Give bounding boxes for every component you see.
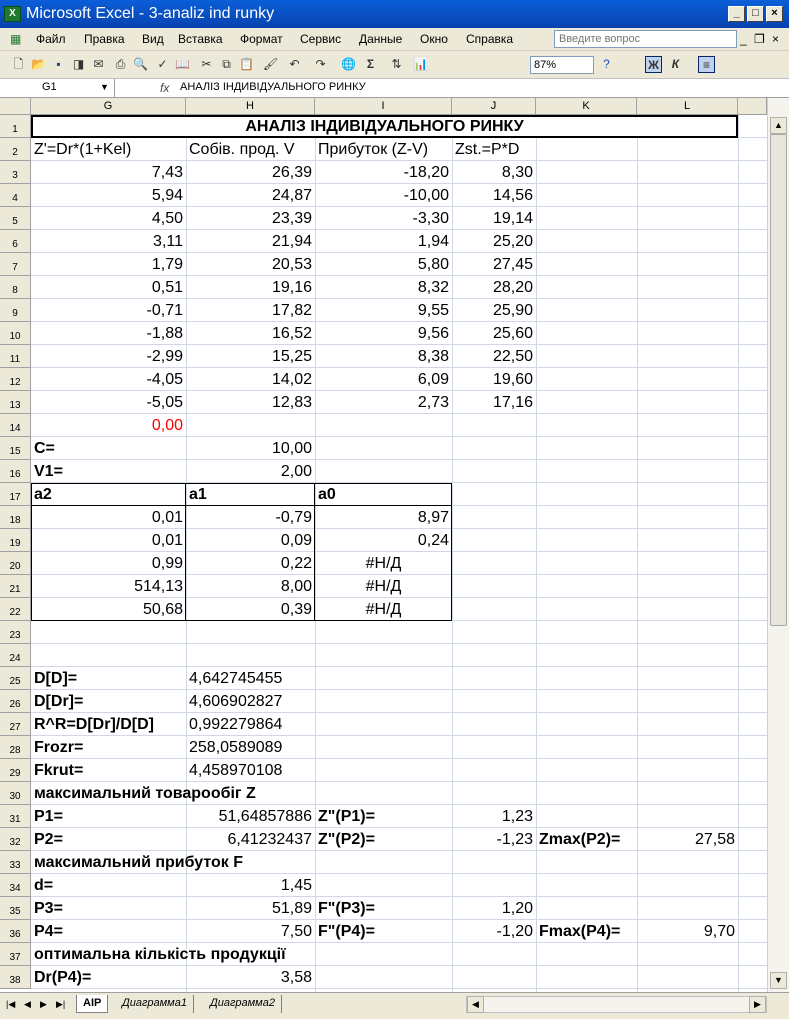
column-header-k[interactable]: K	[536, 98, 637, 115]
cell-i13[interactable]: 2,73	[417, 394, 449, 411]
cell-g18[interactable]: 0,01	[151, 509, 183, 526]
autosum-icon[interactable]: Σ	[366, 57, 375, 71]
row-header[interactable]: 2	[0, 138, 31, 161]
cell-h6[interactable]: 21,94	[271, 233, 312, 250]
row-header[interactable]: 3	[0, 161, 31, 184]
cell-h10[interactable]: 16,52	[271, 325, 312, 342]
cell-g2[interactable]: Z'=Dr*(1+Kel)	[34, 141, 132, 158]
cell-h17[interactable]: a1	[189, 486, 207, 503]
cell-g30[interactable]: максимальний товарообіг Z	[34, 785, 256, 802]
redo-icon[interactable]: ↷	[315, 57, 326, 71]
column-header-g[interactable]: G	[31, 98, 186, 115]
cell-g8[interactable]: 0,51	[151, 279, 183, 296]
new-icon[interactable]: 🗋	[13, 57, 24, 71]
close-button[interactable]: ×	[766, 6, 783, 22]
table-border-left	[31, 483, 32, 621]
cell-i7[interactable]: 5,80	[417, 256, 449, 273]
cell-i35[interactable]: F"(P3)=	[318, 900, 375, 917]
row-header[interactable]: 27	[0, 713, 31, 736]
menu-edit[interactable]: Правка	[84, 32, 125, 46]
row-header[interactable]: 1	[0, 115, 31, 138]
cell-i20[interactable]: #Н/Д	[365, 555, 402, 572]
cell-h18[interactable]: -0,79	[275, 509, 312, 526]
cell-i5[interactable]: -3,30	[412, 210, 449, 227]
cell-h26[interactable]: 4,606902827	[189, 693, 283, 710]
cell-h16[interactable]: 2,00	[280, 463, 312, 480]
cell-g34[interactable]: d=	[34, 877, 54, 894]
menu-insert[interactable]: Вставка	[178, 32, 223, 46]
vertical-scrollbar[interactable]	[767, 98, 789, 992]
doc-close-button[interactable]: ×	[772, 32, 780, 46]
italic-button[interactable]: К	[671, 57, 680, 71]
row-header[interactable]: 22	[0, 598, 31, 621]
table-border-top	[31, 483, 452, 484]
column-header-l[interactable]: L	[637, 98, 738, 115]
name-box[interactable]: G1	[0, 79, 115, 97]
cell-g3[interactable]: 7,43	[151, 164, 183, 181]
cell-i21[interactable]: #Н/Д	[365, 578, 402, 595]
tab-aip[interactable]: AIP	[76, 995, 108, 1013]
cell-g9[interactable]: -0,71	[146, 302, 183, 319]
cell-h32[interactable]: 6,41232437	[227, 831, 312, 848]
row-header[interactable]: 28	[0, 736, 31, 759]
row-header[interactable]: 31	[0, 805, 31, 828]
cell-j8[interactable]: 28,20	[492, 279, 533, 296]
table-border-header	[31, 505, 452, 506]
cell-g10[interactable]: -1,88	[146, 325, 183, 342]
cell-h15[interactable]: 10,00	[271, 440, 312, 457]
cell-h2[interactable]: Собів. прод. V	[189, 141, 295, 158]
zoom-select[interactable]: 87%	[530, 56, 594, 74]
row-header[interactable]: 35	[0, 897, 31, 920]
cell-i3[interactable]: -18,20	[403, 164, 449, 181]
row-header[interactable]: 38	[0, 966, 31, 989]
table-border-right	[451, 483, 452, 621]
row-header[interactable]: 23	[0, 621, 31, 644]
cell-g4[interactable]: 5,94	[151, 187, 183, 204]
undo-icon[interactable]: ↶	[289, 57, 300, 71]
cell-g38[interactable]: Dr(P4)=	[34, 969, 92, 986]
cell-i11[interactable]: 8,38	[417, 348, 449, 365]
cell-g5[interactable]: 4,50	[151, 210, 183, 227]
row-header[interactable]: 37	[0, 943, 31, 966]
cell-g19[interactable]: 0,01	[151, 532, 183, 549]
cell-h12[interactable]: 14,02	[271, 371, 312, 388]
last-sheet-icon[interactable]: ▶|	[56, 999, 66, 1009]
cell-h5[interactable]: 23,39	[271, 210, 312, 227]
menu-data[interactable]: Данные	[359, 32, 403, 46]
prev-sheet-icon[interactable]: ◀	[24, 999, 31, 1009]
row-header[interactable]: 21	[0, 575, 31, 598]
cell-g25[interactable]: D[D]=	[34, 670, 78, 687]
row-header[interactable]: 5	[0, 207, 31, 230]
cell-j4[interactable]: 14,56	[492, 187, 533, 204]
cell-j7[interactable]: 27,45	[492, 256, 533, 273]
title-bar	[0, 0, 789, 28]
cell-h31[interactable]: 51,64857886	[218, 808, 312, 825]
cell-j10[interactable]: 25,60	[492, 325, 533, 342]
horizontal-scrollbar[interactable]	[466, 996, 767, 1013]
cell-h21[interactable]: 8,00	[280, 578, 312, 595]
hyperlink-icon[interactable]: 🌐	[341, 57, 356, 71]
cell-g20[interactable]: 0,99	[151, 555, 183, 572]
cell-h36[interactable]: 7,50	[280, 923, 312, 940]
gridline-horizontal	[31, 643, 767, 644]
row-header[interactable]: 36	[0, 920, 31, 943]
cell-j31[interactable]: 1,23	[501, 808, 533, 825]
cell-g28[interactable]: Frozr=	[34, 739, 84, 756]
row-header[interactable]: 24	[0, 644, 31, 667]
doc-restore-button[interactable]: ❐	[754, 32, 765, 46]
menu-format[interactable]: Формат	[240, 32, 283, 46]
tab-diagram1[interactable]: Диаграмма1	[116, 995, 194, 1013]
sort-ascending-icon[interactable]: ⇅	[391, 57, 402, 71]
sheet-tab-bar	[0, 992, 789, 1019]
chart-wizard-icon[interactable]: 📊	[413, 57, 428, 71]
cell-h7[interactable]: 20,53	[271, 256, 312, 273]
cell-i32[interactable]: Z"(P2)=	[318, 831, 375, 848]
vertical-scroll-thumb[interactable]	[770, 134, 787, 626]
column-headers	[0, 98, 767, 115]
cell-g17[interactable]: a2	[34, 486, 52, 503]
cell-j3[interactable]: 8,30	[501, 164, 533, 181]
cell-h35[interactable]: 51,89	[271, 900, 312, 917]
row-header[interactable]: 19	[0, 529, 31, 552]
cell-l36[interactable]: 9,70	[703, 923, 735, 940]
cell-h11[interactable]: 15,25	[271, 348, 312, 365]
cell-j35[interactable]: 1,20	[501, 900, 533, 917]
cell-g14[interactable]: 0,00	[151, 417, 183, 434]
excel-app-icon[interactable]: X	[4, 6, 21, 22]
help-icon[interactable]: ?	[603, 57, 610, 71]
cell-i22[interactable]: #Н/Д	[365, 601, 402, 618]
format-painter-icon[interactable]: 🖌	[262, 57, 279, 71]
cell-i36[interactable]: F"(P4)=	[318, 923, 375, 940]
cell-j36[interactable]: -1,20	[496, 923, 533, 940]
cell-i8[interactable]: 8,32	[417, 279, 449, 296]
scroll-left-icon[interactable]: ◀	[467, 996, 484, 1013]
cell-i4[interactable]: -10,00	[403, 187, 449, 204]
document-icon[interactable]: ▦	[10, 32, 22, 46]
cell-h20[interactable]: 0,22	[280, 555, 312, 572]
worksheet-grid[interactable]	[0, 115, 767, 992]
row-header[interactable]: 34	[0, 874, 31, 897]
cut-icon[interactable]: ✂	[201, 57, 212, 71]
table-border-col-i	[314, 483, 315, 621]
cell-g12[interactable]: -4,05	[146, 371, 183, 388]
spelling-icon[interactable]: ✓	[157, 57, 168, 71]
cell-h22[interactable]: 0,39	[280, 601, 312, 618]
cell-g6[interactable]: 3,11	[153, 233, 183, 250]
cell-h25[interactable]: 4,642745455	[189, 670, 283, 687]
bold-button[interactable]: Ж	[645, 56, 662, 73]
cell-g15[interactable]: C=	[34, 440, 55, 457]
tab-diagram2[interactable]: Диаграмма2	[204, 995, 282, 1013]
help-search-input[interactable]	[554, 30, 737, 48]
cell-j2[interactable]: Zst.=P*D	[455, 141, 520, 158]
cell-j9[interactable]: 25,90	[492, 302, 533, 319]
copy-icon[interactable]: ⧉	[222, 57, 231, 71]
first-sheet-icon[interactable]: |◀	[6, 999, 16, 1009]
cell-h19[interactable]: 0,09	[280, 532, 312, 549]
cell-h8[interactable]: 19,16	[271, 279, 312, 296]
select-all-corner[interactable]	[0, 98, 31, 115]
name-box-dropdown-icon[interactable]: ▼	[100, 82, 109, 92]
cell-i12[interactable]: 6,09	[417, 371, 449, 388]
maximize-button[interactable]: □	[747, 6, 764, 22]
formula-bar	[0, 79, 789, 98]
cell-i17[interactable]: a0	[318, 486, 336, 503]
row-header[interactable]: 6	[0, 230, 31, 253]
cell-g32[interactable]: P2=	[34, 831, 63, 848]
row-header[interactable]: 32	[0, 828, 31, 851]
cell-i2[interactable]: Прибуток (Z-V)	[318, 141, 429, 158]
menu-file[interactable]: Файл	[36, 32, 66, 46]
window-title: Microsoft Excel - 3-analiz ind runky	[26, 5, 275, 22]
column-header-next[interactable]	[738, 98, 767, 115]
row-header[interactable]: 18	[0, 506, 31, 529]
cell-i19[interactable]: 0,24	[417, 532, 449, 549]
doc-minimize-button[interactable]: _	[740, 32, 747, 46]
cell-k36[interactable]: Fmax(P4)=	[539, 923, 621, 940]
row-header[interactable]: 8	[0, 276, 31, 299]
cell-g7[interactable]: 1,79	[151, 256, 183, 273]
cell-g36[interactable]: P4=	[34, 923, 63, 940]
scroll-down-icon[interactable]: ▼	[770, 972, 787, 989]
next-sheet-icon[interactable]: ▶	[40, 999, 47, 1009]
cell-j12[interactable]: 19,60	[492, 371, 533, 388]
cell-j11[interactable]: 22,50	[492, 348, 533, 365]
cell-g22[interactable]: 50,68	[142, 601, 183, 618]
cell-g26[interactable]: D[Dr]=	[34, 693, 84, 710]
paste-icon[interactable]: 📋	[239, 57, 254, 71]
cell-h13[interactable]: 12,83	[271, 394, 312, 411]
minimize-button[interactable]: _	[728, 6, 745, 22]
menu-view[interactable]: Вид	[142, 32, 164, 46]
table-border-col-h	[185, 483, 186, 621]
open-icon[interactable]: 📂	[31, 57, 46, 71]
cell-l32[interactable]: 27,58	[694, 831, 735, 848]
cell-h9[interactable]: 17,82	[271, 302, 312, 319]
sheet-title-cell[interactable]: АНАЛІЗ ІНДИВІДУАЛЬНОГО РИНКУ	[31, 115, 738, 138]
standard-toolbar	[0, 51, 789, 79]
scroll-up-icon[interactable]: ▲	[770, 117, 787, 134]
cell-i18[interactable]: 8,97	[417, 509, 449, 526]
email-icon[interactable]: ✉	[93, 57, 104, 71]
row-header[interactable]: 10	[0, 322, 31, 345]
row-header[interactable]: 4	[0, 184, 31, 207]
row-header[interactable]: 30	[0, 782, 31, 805]
cell-g27[interactable]: R^R=D[Dr]/D[D]	[34, 716, 154, 733]
cell-g33[interactable]: максимальний прибуток F	[34, 854, 244, 871]
function-icon[interactable]: fx	[160, 81, 170, 95]
cell-g31[interactable]: P1=	[34, 808, 63, 825]
row-header[interactable]: 25	[0, 667, 31, 690]
row-header[interactable]: 11	[0, 345, 31, 368]
save-icon[interactable]: ▪	[56, 57, 61, 71]
cell-h28[interactable]: 258,0589089	[189, 739, 283, 756]
cell-h38[interactable]: 3,58	[280, 969, 312, 986]
cell-g29[interactable]: Fkrut=	[34, 762, 84, 779]
cell-h3[interactable]: 26,39	[271, 164, 312, 181]
align-center-icon[interactable]: ≡	[698, 56, 715, 73]
cell-h29[interactable]: 4,458970108	[189, 762, 283, 779]
cell-i10[interactable]: 9,56	[417, 325, 449, 342]
cell-g21[interactable]: 514,13	[134, 578, 183, 595]
column-header-i[interactable]: I	[315, 98, 452, 115]
menu-window[interactable]: Окно	[420, 32, 448, 46]
gridline-vertical	[738, 115, 739, 992]
gridline-vertical	[637, 115, 638, 992]
gridline-vertical	[536, 115, 537, 992]
cell-g35[interactable]: P3=	[34, 900, 63, 917]
row-header[interactable]: 7	[0, 253, 31, 276]
row-header[interactable]: 33	[0, 851, 31, 874]
cell-h27[interactable]: 0,992279864	[189, 716, 283, 733]
print-preview-icon[interactable]: 🔍	[133, 57, 148, 71]
print-icon[interactable]: ⎙	[115, 57, 126, 71]
cell-i31[interactable]: Z"(P1)=	[318, 808, 375, 825]
formula-input[interactable]: АНАЛІЗ ІНДИВІДУАЛЬНОГО РИНКУ	[180, 81, 366, 93]
cell-i6[interactable]: 1,94	[417, 233, 449, 250]
cell-j5[interactable]: 19,14	[492, 210, 533, 227]
column-header-j[interactable]: J	[452, 98, 536, 115]
cell-j13[interactable]: 17,16	[492, 394, 533, 411]
row-header[interactable]: 20	[0, 552, 31, 575]
row-header[interactable]: 17	[0, 483, 31, 506]
table-border-bottom	[31, 620, 452, 621]
cell-k32[interactable]: Zmax(P2)=	[539, 831, 621, 848]
menu-help[interactable]: Справка	[466, 32, 514, 46]
cell-j6[interactable]: 25,20	[492, 233, 533, 250]
menu-tools[interactable]: Сервис	[300, 32, 342, 46]
cell-j32[interactable]: -1,23	[496, 831, 533, 848]
cell-g37[interactable]: оптимальна кількість продукції	[34, 946, 286, 963]
scroll-right-icon[interactable]: ▶	[749, 996, 766, 1013]
row-header[interactable]: 12	[0, 368, 31, 391]
row-header[interactable]: 14	[0, 414, 31, 437]
cell-h34[interactable]: 1,45	[280, 877, 312, 894]
cell-g11[interactable]: -2,99	[146, 348, 183, 365]
row-header[interactable]: 9	[0, 299, 31, 322]
row-header[interactable]: 15	[0, 437, 31, 460]
row-header[interactable]: 13	[0, 391, 31, 414]
cell-g16[interactable]: V1=	[34, 463, 63, 480]
row-header[interactable]: 29	[0, 759, 31, 782]
permission-icon[interactable]: ◨	[72, 57, 85, 71]
cell-g13[interactable]: -5,05	[146, 394, 183, 411]
research-icon[interactable]: 📖	[175, 57, 190, 71]
cell-h4[interactable]: 24,87	[271, 187, 312, 204]
cell-i9[interactable]: 9,55	[417, 302, 449, 319]
row-header[interactable]: 26	[0, 690, 31, 713]
column-header-h[interactable]: H	[186, 98, 315, 115]
row-header[interactable]: 16	[0, 460, 31, 483]
